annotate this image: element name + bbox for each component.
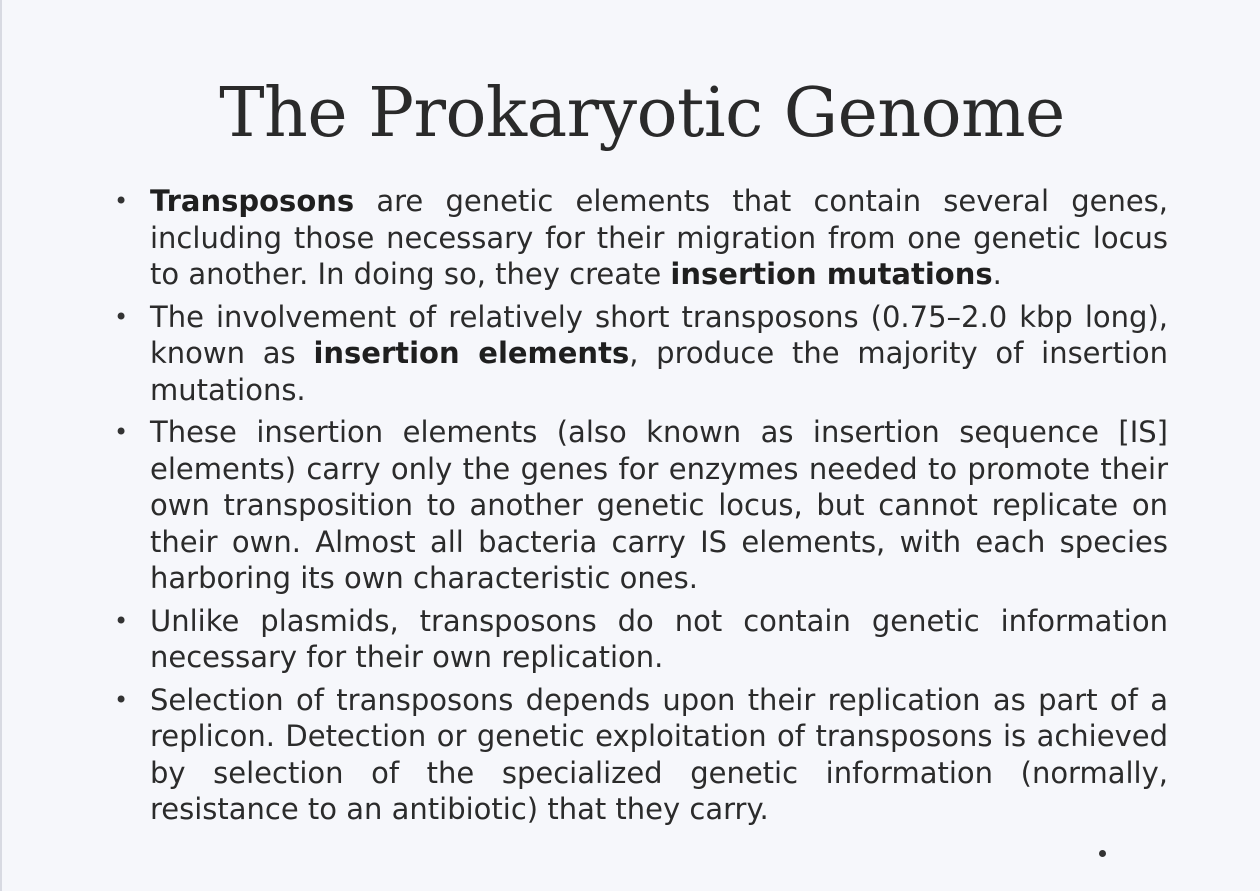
bullet-list [114,183,1168,834]
bullet-text: are genetic elements that contain several genes, including those necessary for their migration from one genetic locus to another. In doing so, they create [150,184,1168,291]
bullet-marker: • [114,418,129,446]
bullet-text: , produce the majority of insertion mutations. [150,336,1168,407]
bullet-text: Unlike plasmids, transposons do not contain genetic information necessary for their own replication. [150,603,1168,674]
bullet-text: These insertion elements (also known as insertion sequence [IS] elements) carry only the genes for enzymes needed to promote their own transposition to another genetic locus, but cannot replicate on their own. Almost all bacteria carry IS elements, with each species harboring its own characteristic ones. [150,415,1168,595]
slide-title: The Prokaryotic Genome [219,74,1065,153]
bullet-item [114,682,1168,828]
bullet-marker: • [114,685,129,714]
bullet-item [114,299,1168,409]
bold-term: insertion elements [313,336,630,370]
bold-term: Transposons [150,184,355,218]
bullet-item [114,414,1168,597]
bold-term: insertion mutations [670,257,993,291]
bullet-marker: • [114,606,129,635]
ink-speck [1099,850,1106,857]
bullet-marker: • [114,187,129,215]
bullet-text: Selection of transposons depends upon their replication as part of a replicon. Detection or genetic exploitation of transposons is achieved by selection of the specialized genetic information (normally, resistance to an antibiotic) that they carry. [150,682,1168,826]
bullet-text: . [992,257,1002,291]
bullet-item [114,183,1168,293]
bullet-text: The involvement of relatively short transposons (0.75–2.0 kbp long), known as [150,299,1168,370]
bullet-item [114,603,1168,676]
bullet-marker: • [114,302,129,331]
